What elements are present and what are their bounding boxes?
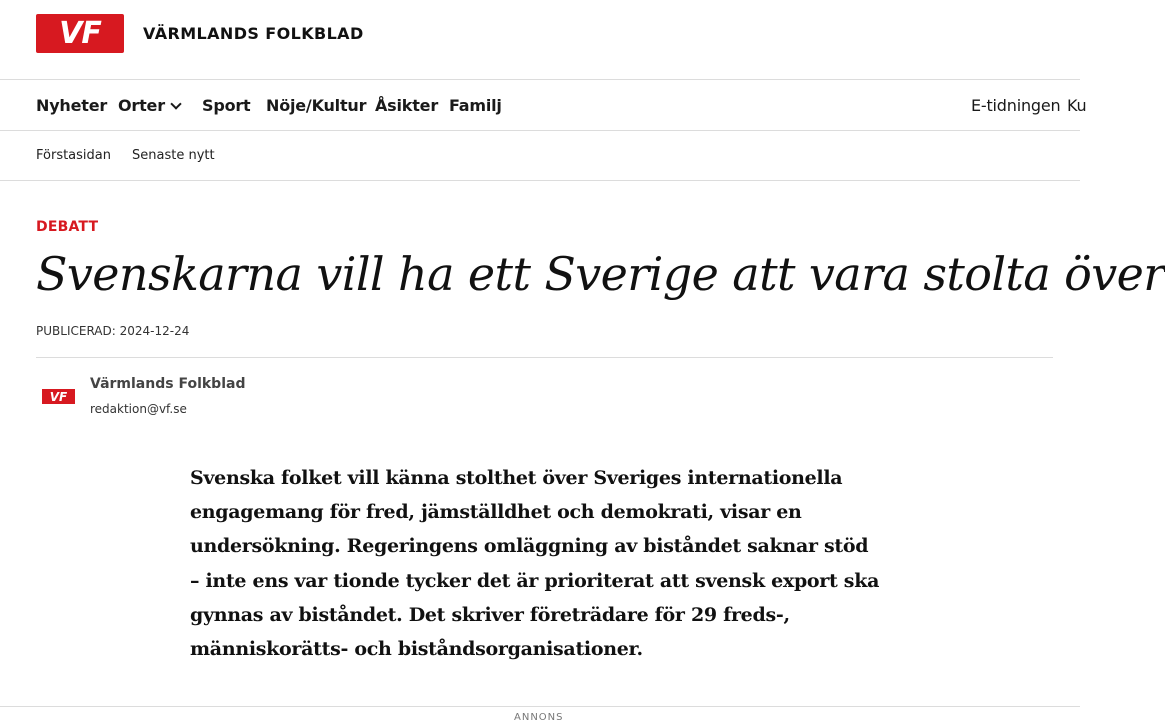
author-email[interactable]: redaktion@vf.se	[90, 402, 187, 416]
ad-label: ANNONS	[514, 712, 564, 723]
article-lead: Svenska folket vill känna stolthet över Sveriges internationella engagemang för fred, jämställdhet och demokrati, visar en undersökning. Regeringens omläggning av biståndet saknar stöd – inte ens var tionde tycker det är prioriterat att svensk export ska gynnas av biståndet. Det skriver företrädare för 29 freds-, människorätts- och biståndsorganisationer.	[190, 467, 880, 661]
article-kicker[interactable]: DEBATT	[36, 219, 99, 235]
author-name[interactable]: Värmlands Folkblad	[90, 376, 246, 392]
nav-item-orter[interactable]	[118, 96, 180, 115]
nav-item-familj[interactable]: Familj	[449, 96, 502, 115]
subnav-item-senaste-nytt[interactable]: Senaste nytt	[132, 148, 215, 163]
site-header	[0, 0, 1080, 80]
author-avatar-text: VF	[49, 389, 68, 404]
sub-nav	[0, 131, 1080, 181]
article-headline: Svenskarna vill ha ett Sverige att vara stolta över	[36, 247, 1165, 301]
nav-item-asikter[interactable]: Åsikter	[375, 96, 439, 115]
nav-item-sport[interactable]: Sport	[202, 96, 251, 115]
nav-item-ku[interactable]: Ku	[1067, 96, 1087, 115]
main-nav	[0, 80, 1087, 131]
site-name[interactable]: VÄRMLANDS FOLKBLAD	[143, 24, 364, 43]
ad-divider	[0, 706, 1080, 707]
author-avatar	[42, 389, 75, 404]
nav-item-orter-label: Orter	[118, 96, 165, 115]
nav-item-noje-kultur[interactable]: Nöje/Kultur	[266, 96, 367, 115]
logo-text: VF	[59, 15, 101, 51]
nav-item-nyheter[interactable]: Nyheter	[36, 96, 108, 115]
divider	[36, 357, 1053, 358]
chevron-down-icon	[170, 98, 181, 109]
site-logo[interactable]	[36, 14, 124, 53]
publish-date: PUBLICERAD: 2024-12-24	[36, 324, 190, 338]
nav-item-e-tidningen[interactable]: E-tidningen	[971, 96, 1061, 115]
subnav-item-forstasidan[interactable]: Förstasidan	[36, 148, 111, 163]
